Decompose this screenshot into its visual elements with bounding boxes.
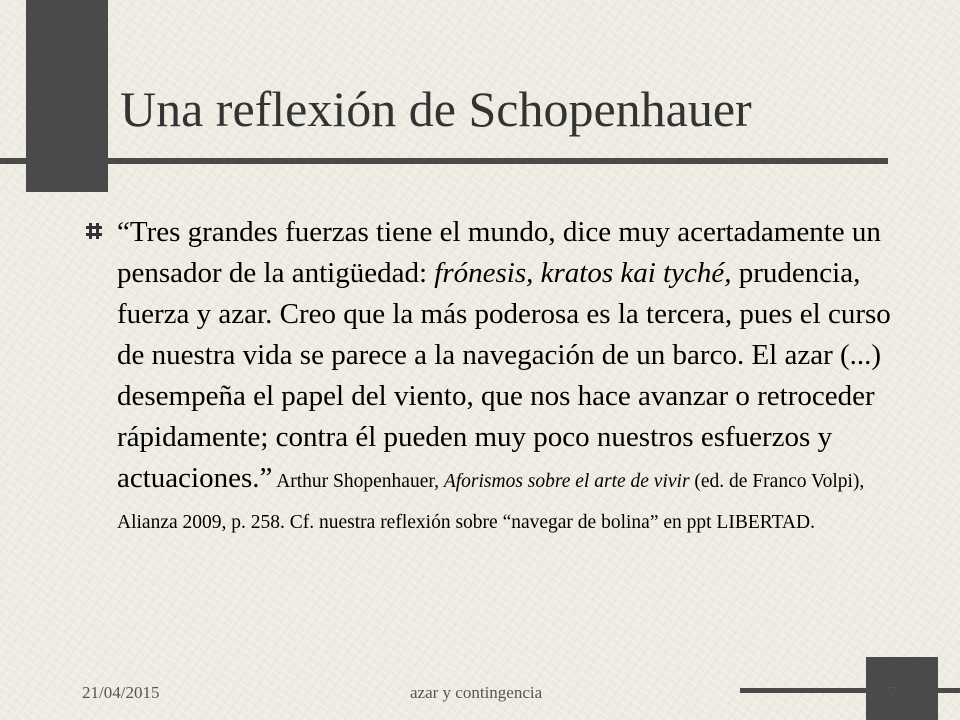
citation-book-title: Aforismos sobre el arte de vivir [443,471,690,492]
quote-paragraph [117,212,917,540]
decorative-line-top [0,158,888,164]
page-number: 7 [888,683,897,702]
quote-text-italic: frónesis, kratos kai tyché, [434,257,732,289]
quote-text-rest: prudencia, fuerza y azar. Creo que la más poderosa es la tercera, pues el curso de nuestra vida se parece a la navegación de un barco. El azar (...) desempeña el papel del viento, que nos hace avanzar o retroceder rápidamente; contra él pueden muy poco nuestros esfuerzos y actuaciones.” [117,257,891,494]
decorative-line-bottom [740,688,960,693]
citation-details: (ed. de Franco Volpi), Alianza 2009, p. 258. Cf. nuestra reflexión sobre “navegar de bolina” en ppt LIBERTAD. [117,471,865,533]
citation-author: Arthur Shopenhauer, [272,471,444,492]
footer-topic: azar y contingencia [410,683,543,702]
slide-title: Una reflexión de Schopenhauer [120,81,752,137]
footer-date: 21/04/2015 [82,683,160,702]
quote-text-start: “Tres grandes fuerzas tiene el mundo, dice muy acertadamente un pensador de la antigüedad: [117,216,881,289]
hash-bullet-icon [85,222,103,240]
